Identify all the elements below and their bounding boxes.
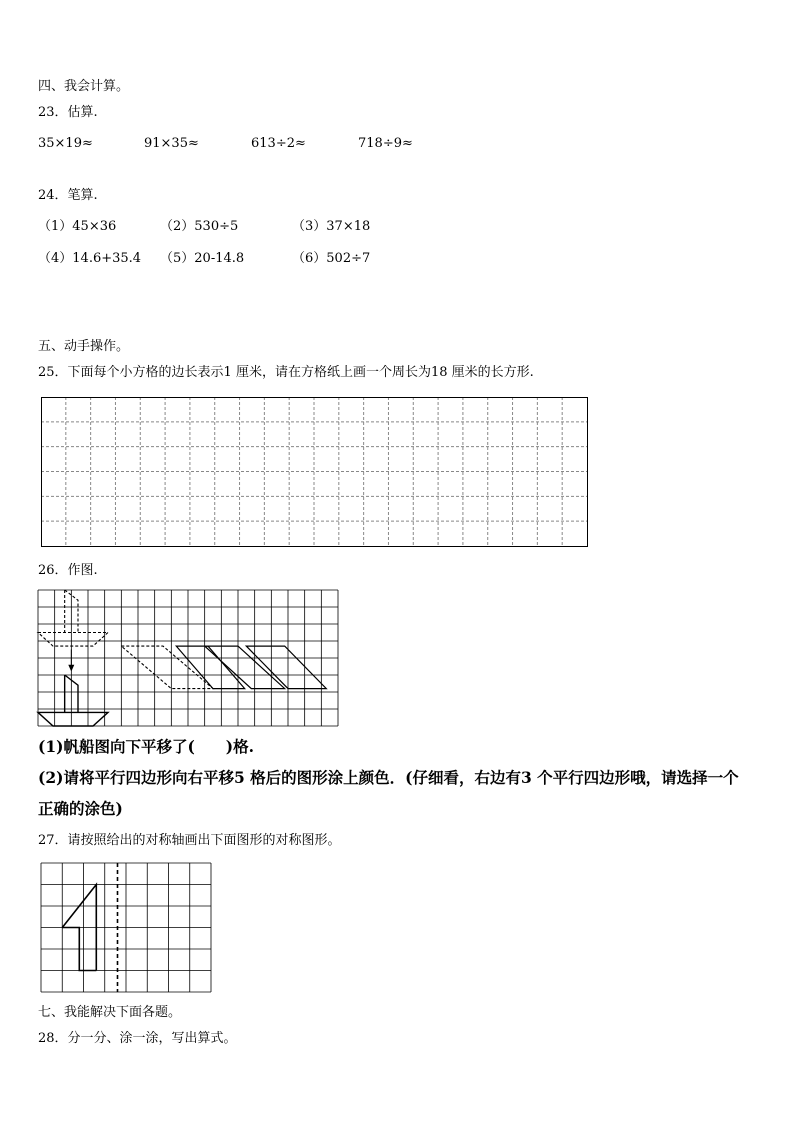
q23-item-2: 91×35≈ xyxy=(144,136,199,151)
q23-item-1: 35×19≈ xyxy=(38,136,93,151)
parallelogram-option-2 xyxy=(205,646,285,689)
q24-item-2: （2）530÷5 xyxy=(160,219,239,234)
translation-arrow-head xyxy=(68,665,74,672)
q23-label: 23．估算. xyxy=(38,105,98,120)
q26-part1: (1)帆船图向下平移了( )格. xyxy=(38,737,255,756)
section7-title: 七、我能解决下面各题。 xyxy=(38,1005,182,1020)
q26-figure-grid[interactable] xyxy=(38,590,339,727)
q23-item-4: 718÷9≈ xyxy=(358,136,413,151)
q24-label: 24．笔算. xyxy=(38,188,98,203)
section4-title: 四、我会计算。 xyxy=(38,79,130,94)
q28-text: 28．分一分、涂一涂，写出算式。 xyxy=(38,1031,237,1046)
q25-text: 25．下面每个小方格的边长表示1 厘米，请在方格纸上画一个周长为18 厘米的长方形. xyxy=(38,365,534,380)
q26-part2-line1: (2)请将平行四边形向右平移5 格后的图形涂上颜色．(仔细看，右边有3 个平行四边形哦，请选择一个 xyxy=(38,768,739,787)
parallelogram-original xyxy=(121,646,213,689)
q26-label: 26．作图. xyxy=(38,563,98,578)
q24-item-3: （3）37×18 xyxy=(292,219,371,234)
parallelogram-option-1 xyxy=(176,646,244,689)
section5-title: 五、动手操作。 xyxy=(38,339,130,354)
q27-text: 27．请按照给出的对称轴画出下面图形的对称图形。 xyxy=(38,833,341,848)
q27-symmetry-grid[interactable] xyxy=(41,863,212,993)
parallelogram-option-3 xyxy=(246,646,326,689)
sailboat-original-hull xyxy=(38,633,108,647)
q24-item-1: （1）45×36 xyxy=(38,219,117,234)
q24-item-4: （4）14.6+35.4 xyxy=(38,251,142,266)
q23-item-3: 613÷2≈ xyxy=(251,136,306,151)
sailboat-moved-hull xyxy=(38,712,108,726)
q26-part2-line2: 正确的涂色) xyxy=(38,799,123,818)
q24-item-6: （6）502÷7 xyxy=(292,251,371,266)
q24-item-5: （5）20-14.8 xyxy=(160,251,245,266)
q25-grid-paper[interactable] xyxy=(41,397,588,547)
